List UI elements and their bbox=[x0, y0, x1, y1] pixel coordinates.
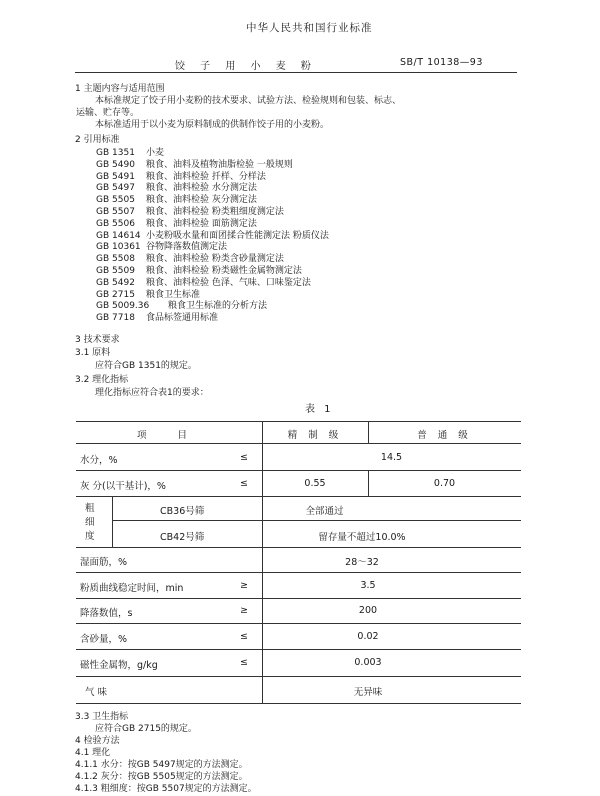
row-falling-value: 200 bbox=[358, 605, 378, 616]
section-1-para-1b: 运输、贮存等。 bbox=[76, 108, 140, 118]
row-odor-value: 无异味 bbox=[353, 687, 383, 698]
reference-code: GB 2715 bbox=[96, 290, 135, 300]
col-header-fine: 精 制 级 bbox=[287, 430, 343, 441]
section-4-1-1: 4.1.1 水分：按GB 5497规定的方法测定。 bbox=[75, 760, 248, 770]
row-stability-value: 3.5 bbox=[360, 580, 376, 591]
reference-code: GB 14614 bbox=[96, 231, 141, 241]
section-4-heading: 4 检验方法 bbox=[75, 736, 120, 746]
section-1-para-2: 本标准适用于以小麦为原料制成的供制作饺子用的小麦粉。 bbox=[95, 120, 330, 130]
row-moisture-value: 14.5 bbox=[380, 452, 403, 463]
row-sand-op: ≤ bbox=[240, 631, 248, 642]
row-sand-value: 0.02 bbox=[357, 631, 379, 642]
row-stability-label: 粉质曲线稳定时间，min bbox=[80, 583, 184, 594]
reference-code: GB 7718 bbox=[96, 313, 135, 323]
reference-title: 粮食、油料及植物油脂检验 一般规则 bbox=[146, 160, 293, 170]
reference-code: GB 10361 bbox=[96, 242, 141, 252]
reference-title: 粮食、油料检验 粉类磁性金属物测定法 bbox=[146, 266, 302, 276]
section-3-3-heading: 3.3 卫生指标 bbox=[75, 712, 129, 722]
section-3-2-heading: 3.2 理化指标 bbox=[75, 375, 129, 385]
col-header-item: 项 目 bbox=[136, 430, 202, 441]
row-magnetic-value: 0.003 bbox=[354, 657, 382, 668]
row-gluten-value: 28～32 bbox=[345, 557, 379, 568]
col-header-normal: 普 通 级 bbox=[417, 430, 472, 441]
section-4-1-heading: 4.1 理化 bbox=[75, 748, 111, 758]
row-ash-normal: 0.70 bbox=[433, 478, 456, 489]
reference-code: GB 5506 bbox=[96, 219, 135, 229]
row-sand-label: 含砂量，% bbox=[80, 634, 128, 645]
section-4-1-2: 4.1.2 灰分：按GB 5505规定的方法测定。 bbox=[75, 772, 248, 782]
row-falling-op: ≥ bbox=[240, 605, 248, 616]
row-fineness-sub2: CB42号筛 bbox=[160, 532, 205, 543]
reference-code: GB 5509 bbox=[96, 266, 135, 276]
reference-title: 小麦粉吸水量和面团揉合性能测定法 粉质仪法 bbox=[146, 231, 329, 241]
org-name: 中华人民共和国行业标准 bbox=[246, 22, 373, 34]
row-ash-fine: 0.55 bbox=[304, 478, 326, 489]
reference-title: 粮食、油料检验 扦样、分样法 bbox=[146, 172, 266, 182]
row-ash-op: ≤ bbox=[240, 478, 248, 489]
reference-code: GB 5505 bbox=[96, 195, 135, 205]
section-3-2-text: 理化指标应符合表1的要求： bbox=[95, 388, 209, 398]
reference-title: 粮食卫生标准的分析方法 bbox=[168, 301, 268, 311]
reference-title: 谷物降落数值测定法 bbox=[146, 242, 228, 252]
reference-title: 粮食、油料检验 色泽、气味、口味鉴定法 bbox=[146, 278, 311, 288]
section-3-3-text: 应符合GB 2715的规定。 bbox=[95, 724, 197, 734]
reference-code: GB 5492 bbox=[96, 278, 135, 288]
row-fineness-val1: 全部通过 bbox=[305, 506, 344, 517]
row-ash-label: 灰 分(以干基计)，% bbox=[80, 481, 166, 492]
reference-title: 粮食、油料检验 灰分测定法 bbox=[146, 195, 257, 205]
section-1-heading: 1 主题内容与适用范围 bbox=[75, 84, 165, 94]
reference-code: GB 5490 bbox=[96, 160, 135, 170]
reference-code: GB 5508 bbox=[96, 254, 135, 264]
reference-title: 粮食、油料检验 水分测定法 bbox=[146, 183, 257, 193]
reference-code: GB 5497 bbox=[96, 183, 135, 193]
reference-code: GB 5507 bbox=[96, 207, 135, 217]
row-fineness-label: 粗细度 bbox=[85, 503, 95, 542]
reference-title: 粮食、油料检验 粉类含砂量测定法 bbox=[146, 254, 284, 264]
reference-code: GB 5009.36 bbox=[96, 301, 150, 311]
reference-title: 粮食、油料检验 面筋测定法 bbox=[146, 219, 257, 229]
row-moisture-op: ≤ bbox=[240, 452, 248, 463]
row-fineness-val2: 留存量不超过10.0% bbox=[318, 532, 406, 543]
standard-title: 饺 子 用 小 麦 粉 bbox=[175, 61, 317, 72]
reference-title: 粮食、油料检验 粉类粗细度测定法 bbox=[146, 207, 284, 217]
row-fineness-sub1: CB36号筛 bbox=[160, 506, 205, 517]
row-odor-label: 气 味 bbox=[85, 687, 108, 698]
reference-title: 食品标签通用标准 bbox=[146, 313, 219, 323]
row-magnetic-label: 磁性金属物，g/kg bbox=[80, 660, 158, 671]
row-magnetic-op: ≤ bbox=[240, 657, 248, 668]
standard-code: SB/T 10138—93 bbox=[400, 57, 483, 68]
section-3-1-heading: 3.1 原料 bbox=[75, 348, 111, 358]
section-4-1-3: 4.1.3 粗细度：按GB 5507规定的方法测定。 bbox=[75, 784, 257, 794]
row-falling-label: 降落数值，s bbox=[80, 608, 133, 619]
row-moisture-label: 水分，% bbox=[80, 455, 118, 466]
table-caption: 表 1 bbox=[305, 404, 334, 415]
reference-code: GB 1351 bbox=[96, 148, 135, 158]
reference-code: GB 5491 bbox=[96, 172, 135, 182]
row-stability-op: ≥ bbox=[240, 580, 248, 591]
row-gluten-label: 湿面筋，% bbox=[80, 557, 128, 568]
reference-title: 粮食卫生标准 bbox=[146, 290, 201, 300]
reference-title: 小麦 bbox=[146, 148, 165, 158]
header-rule bbox=[75, 72, 517, 73]
section-3-heading: 3 技术要求 bbox=[75, 335, 120, 345]
section-2-heading: 2 引用标准 bbox=[75, 135, 120, 145]
section-3-1-text: 应符合GB 1351的规定。 bbox=[95, 361, 197, 371]
section-1-para-1: 本标准规定了饺子用小麦粉的技术要求、试验方法、检验规则和包装、标志、 bbox=[95, 96, 402, 106]
